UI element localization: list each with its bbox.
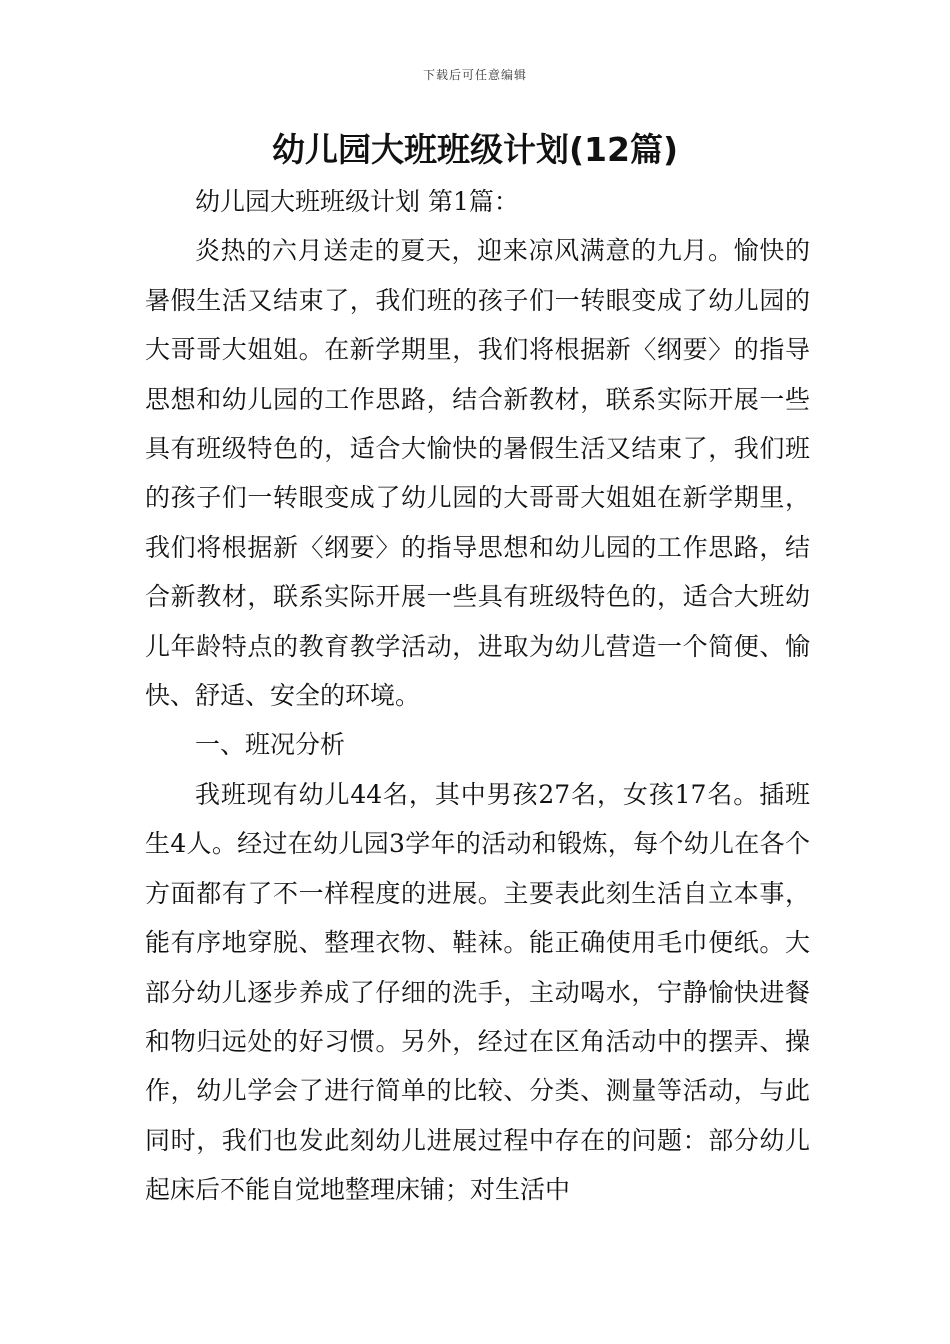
- document-body: [145, 177, 810, 1215]
- document-title: 幼儿园大班班级计划(12篇): [271, 130, 679, 169]
- header-note: 下载后可任意编辑: [422, 68, 527, 82]
- paragraph-class-analysis: 我班现有幼儿44名，其中男孩27名，女孩17名。插班生4人。经过在幼儿园3学年的活动和锻炼，每个幼儿在各个方面都有了不一样程度的进展。主要表此刻生活自立本事，能有序地穿脱、整理衣物、鞋袜。能正确使用毛巾便纸。大部分幼儿逐步养成了仔细的洗手，主动喝水，宁静愉快进餐和物归远处的好习惯。另外，经过在区角活动中的摆弄、操作，幼儿学会了进行简单的比较、分类、测量等活动，与此同时，我们也发此刻幼儿进展过程中存在的问题：部分幼儿起床后不能自觉地整理床铺；对生活中: [145, 779, 810, 1205]
- section-subtitle: 幼儿园大班班级计划 第1篇：: [195, 187, 519, 216]
- paragraph-intro: 炎热的六月送走的夏天，迎来凉风满意的九月。愉快的暑假生活又结束了，我们班的孩子们一转眼变成了幼儿园的大哥哥大姐姐。在新学期里，我们将根据新〈纲要〉的指导思想和幼儿园的工作思路，结合新教材，联系实际开展一些具有班级特色的，适合大愉快的暑假生活又结束了，我们班的孩子们一转眼变成了幼儿园的大哥哥大姐姐在新学期里，我们将根据新〈纲要〉的指导思想和幼儿园的工作思路，结合新教材，联系实际开展一些具有班级特色的，适合大班幼儿年龄特点的教育教学活动，进取为幼儿营造一个简便、愉快、舒适、安全的环境。: [145, 236, 810, 711]
- section-heading: 一、班况分析: [195, 730, 346, 760]
